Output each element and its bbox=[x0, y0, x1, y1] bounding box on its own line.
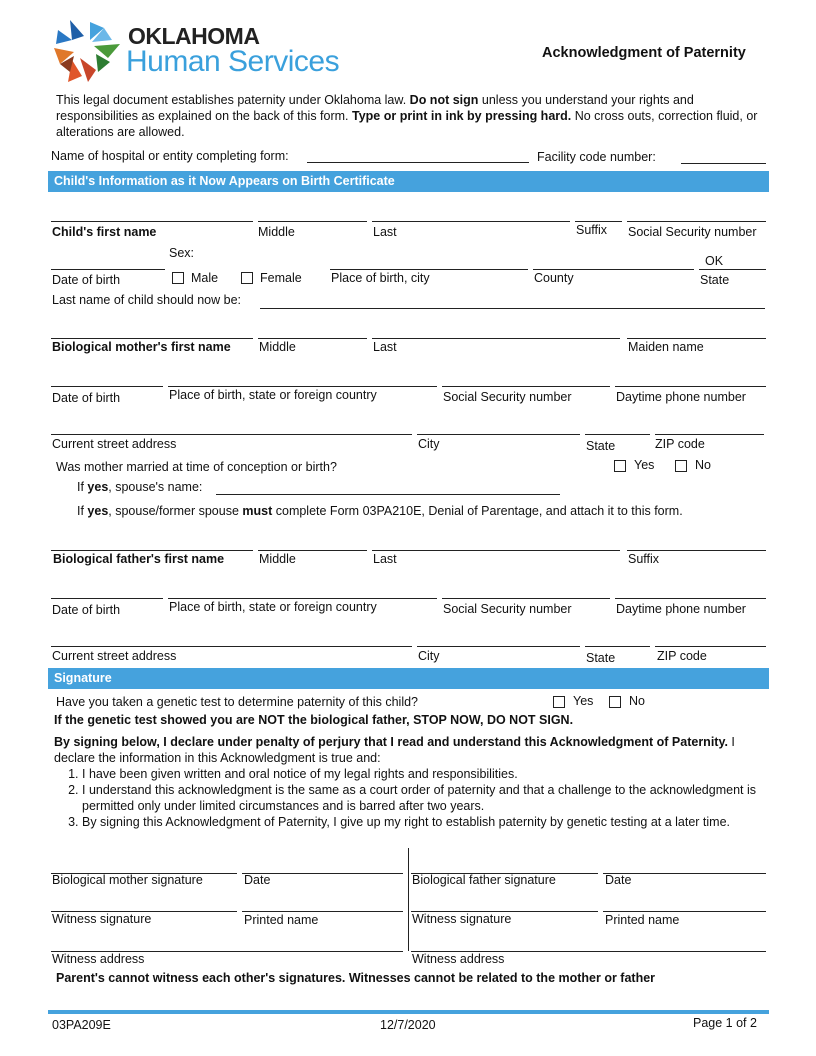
mother-address-input[interactable] bbox=[51, 434, 412, 435]
father-pob-input[interactable] bbox=[168, 598, 437, 599]
father-dob-label: Date of birth bbox=[52, 603, 121, 617]
genetic-test-question: Have you taken a genetic test to determine paternity of this child? bbox=[56, 695, 419, 709]
mother-dob-input[interactable] bbox=[51, 386, 163, 387]
witness1-address-label: Witness address bbox=[52, 952, 145, 966]
form-title: Acknowledgment of Paternity bbox=[542, 45, 746, 61]
father-city-input[interactable] bbox=[417, 646, 580, 647]
witness1-printed-label: Printed name bbox=[244, 913, 319, 927]
child-pob-city-label: Place of birth, city bbox=[331, 271, 430, 285]
oklahoma-star-logo-icon bbox=[50, 18, 122, 84]
mother-address-label: Current street address bbox=[52, 437, 177, 451]
married-no-label: No bbox=[695, 458, 711, 472]
mother-zip-input[interactable] bbox=[655, 434, 764, 435]
footer-rule bbox=[48, 1010, 769, 1014]
child-sex-label: Sex: bbox=[169, 246, 195, 260]
facility-code-label: Facility code number: bbox=[537, 150, 656, 164]
mother-pob-label: Place of birth, state or foreign country bbox=[169, 388, 377, 402]
father-signature-label: Biological father signature bbox=[412, 873, 556, 887]
mother-state-input[interactable] bbox=[585, 434, 650, 435]
father-phone-label: Daytime phone number bbox=[616, 602, 746, 616]
male-label: Male bbox=[191, 271, 219, 285]
spouse-name-input[interactable] bbox=[216, 494, 560, 495]
father-address-label: Current street address bbox=[52, 649, 177, 663]
father-date-label: Date bbox=[605, 873, 632, 887]
declaration-item: 1. I have been given written and oral notice of my legal rights and responsibilities. bbox=[82, 766, 768, 782]
child-state-label: State bbox=[700, 273, 730, 287]
mother-dob-label: Date of birth bbox=[52, 391, 121, 405]
child-county-input[interactable] bbox=[533, 269, 694, 270]
father-pob-label: Place of birth, state or foreign country bbox=[169, 600, 377, 614]
mother-state-label: State bbox=[586, 439, 616, 453]
mother-last-label: Last bbox=[373, 340, 397, 354]
mother-phone-input[interactable] bbox=[615, 386, 766, 387]
child-first-name-input[interactable] bbox=[51, 221, 253, 222]
child-ssn-label: Social Security number bbox=[628, 225, 757, 239]
spouse-note: If yes, spouse/former spouse must complete Form 03PA210E, Denial of Parentage, and attach it to this form. bbox=[77, 504, 683, 518]
mother-middle-input[interactable] bbox=[258, 338, 367, 339]
witness2-signature-label: Witness signature bbox=[412, 912, 512, 926]
father-suffix-label: Suffix bbox=[628, 552, 660, 566]
married-question: Was mother married at time of conception or birth? bbox=[56, 460, 337, 474]
child-suffix-label: Suffix bbox=[576, 223, 608, 237]
child-dob-label: Date of birth bbox=[52, 273, 121, 287]
mother-ssn-label: Social Security number bbox=[443, 390, 572, 404]
father-first-input[interactable] bbox=[51, 550, 253, 551]
facility-code-input[interactable] bbox=[681, 163, 766, 164]
footer-page: Page 1 of 2 bbox=[693, 1016, 757, 1030]
hospital-label: Name of hospital or entity completing form: bbox=[51, 149, 289, 163]
hospital-input[interactable] bbox=[307, 162, 529, 163]
child-ssn-input[interactable] bbox=[627, 221, 766, 222]
mother-pob-input[interactable] bbox=[168, 386, 437, 387]
mother-maiden-label: Maiden name bbox=[628, 340, 704, 354]
mother-maiden-input[interactable] bbox=[627, 338, 766, 339]
mother-middle-label: Middle bbox=[259, 340, 296, 354]
child-county-label: County bbox=[534, 271, 574, 285]
mother-last-input[interactable] bbox=[372, 338, 620, 339]
child-new-last-label: Last name of child should now be: bbox=[52, 293, 242, 307]
father-ssn-input[interactable] bbox=[442, 598, 610, 599]
genetic-yes-checkbox[interactable] bbox=[553, 696, 565, 708]
female-label: Female bbox=[260, 271, 302, 285]
witness1-printed-input[interactable] bbox=[242, 911, 403, 912]
witness1-signature-label: Witness signature bbox=[52, 912, 152, 926]
child-suffix-input[interactable] bbox=[575, 221, 622, 222]
child-dob-input[interactable] bbox=[51, 269, 165, 270]
mother-first-input[interactable] bbox=[51, 338, 253, 339]
child-last-input[interactable] bbox=[372, 221, 570, 222]
father-state-label: State bbox=[586, 651, 616, 665]
witness2-printed-input[interactable] bbox=[603, 911, 766, 912]
child-new-last-input[interactable] bbox=[260, 308, 765, 309]
mother-phone-label: Daytime phone number bbox=[616, 390, 746, 404]
father-phone-input[interactable] bbox=[615, 598, 766, 599]
married-yes-checkbox[interactable] bbox=[614, 460, 626, 472]
mother-zip-label: ZIP code bbox=[655, 437, 705, 451]
mother-city-label: City bbox=[418, 437, 440, 451]
child-state-value: OK bbox=[705, 254, 724, 268]
father-city-label: City bbox=[418, 649, 440, 663]
genetic-yes-label: Yes bbox=[573, 694, 594, 708]
mother-city-input[interactable] bbox=[417, 434, 580, 435]
father-ssn-label: Social Security number bbox=[443, 602, 572, 616]
child-first-label: Child's first name bbox=[52, 225, 157, 239]
child-pob-city-input[interactable] bbox=[330, 269, 528, 270]
father-first-label: Biological father's first name bbox=[53, 552, 225, 566]
stop-warning: If the genetic test showed you are NOT the biological father, STOP NOW, DO NOT SIGN. bbox=[54, 713, 574, 727]
mother-date-label: Date bbox=[244, 873, 271, 887]
father-suffix-input[interactable] bbox=[627, 550, 766, 551]
witness-note: Parent's cannot witness each other's signatures. Witnesses cannot be related to the mother or father bbox=[56, 971, 656, 985]
father-zip-input[interactable] bbox=[655, 646, 766, 647]
spouse-name-label: If yes, spouse's name: bbox=[77, 480, 203, 494]
declaration: By signing below, I declare under penalty of perjury that I read and understand this Acknowledgment of Paternity. I declare the information in this Acknowledgment is true and: 1. I have been given written and oral notice of my legal rights and responsibilities. 2. I understand this acknowledgment is the same as a court order of paternity and that a challenge to the acknowledgment is permitted only under limited circumstances and is barred after two years. 3. By signing this Acknowledgment of Paternity, I give up my right to establish paternity by genetic testing at a later time. bbox=[54, 734, 768, 830]
signature-divider bbox=[408, 848, 409, 951]
logo-oklahoma-text: OKLAHOMA bbox=[128, 23, 260, 49]
section-header-child: Child's Information as it Now Appears on Birth Certificate bbox=[48, 171, 769, 192]
child-middle-input[interactable] bbox=[258, 221, 367, 222]
mother-first-label: Biological mother's first name bbox=[52, 340, 231, 354]
mother-ssn-input[interactable] bbox=[442, 386, 610, 387]
father-middle-input[interactable] bbox=[258, 550, 367, 551]
father-middle-label: Middle bbox=[259, 552, 296, 566]
witness2-printed-label: Printed name bbox=[605, 913, 680, 927]
section-header-signature: Signature bbox=[48, 668, 769, 689]
father-address-input[interactable] bbox=[51, 646, 412, 647]
declaration-item: 3. By signing this Acknowledgment of Paternity, I give up my right to establish paternity by genetic testing at a later time. bbox=[82, 814, 768, 830]
footer-form-number: 03PA209E bbox=[52, 1018, 111, 1032]
married-yes-label: Yes bbox=[634, 458, 655, 472]
logo-human-services-text: Human Services bbox=[126, 45, 340, 78]
child-middle-label: Middle bbox=[258, 225, 295, 239]
intro-paragraph: This legal document establishes paternity under Oklahoma law. Do not sign unless you understand your rights and responsibilities as explained on the back of this form. Type or print in ink by pressing hard. No cross outs, correction fluid, or alterations are allowed. bbox=[56, 93, 758, 139]
child-state-input[interactable] bbox=[699, 269, 766, 270]
declaration-item: 2. I understand this acknowledgment is the same as a court order of paternity and that a challenge to the acknowledgment is permitted only under limited circumstances and is barred after two years. bbox=[82, 782, 768, 814]
male-checkbox[interactable] bbox=[172, 272, 184, 284]
female-checkbox[interactable] bbox=[241, 272, 253, 284]
genetic-no-label: No bbox=[629, 694, 645, 708]
father-last-label: Last bbox=[373, 552, 397, 566]
married-no-checkbox[interactable] bbox=[675, 460, 687, 472]
child-last-label: Last bbox=[373, 225, 397, 239]
father-dob-input[interactable] bbox=[51, 598, 163, 599]
father-state-input[interactable] bbox=[585, 646, 650, 647]
genetic-no-checkbox[interactable] bbox=[609, 696, 621, 708]
father-last-input[interactable] bbox=[372, 550, 620, 551]
witness2-address-label: Witness address bbox=[412, 952, 505, 966]
footer-date: 12/7/2020 bbox=[380, 1018, 436, 1032]
father-zip-label: ZIP code bbox=[657, 649, 707, 663]
mother-signature-label: Biological mother signature bbox=[52, 873, 203, 887]
